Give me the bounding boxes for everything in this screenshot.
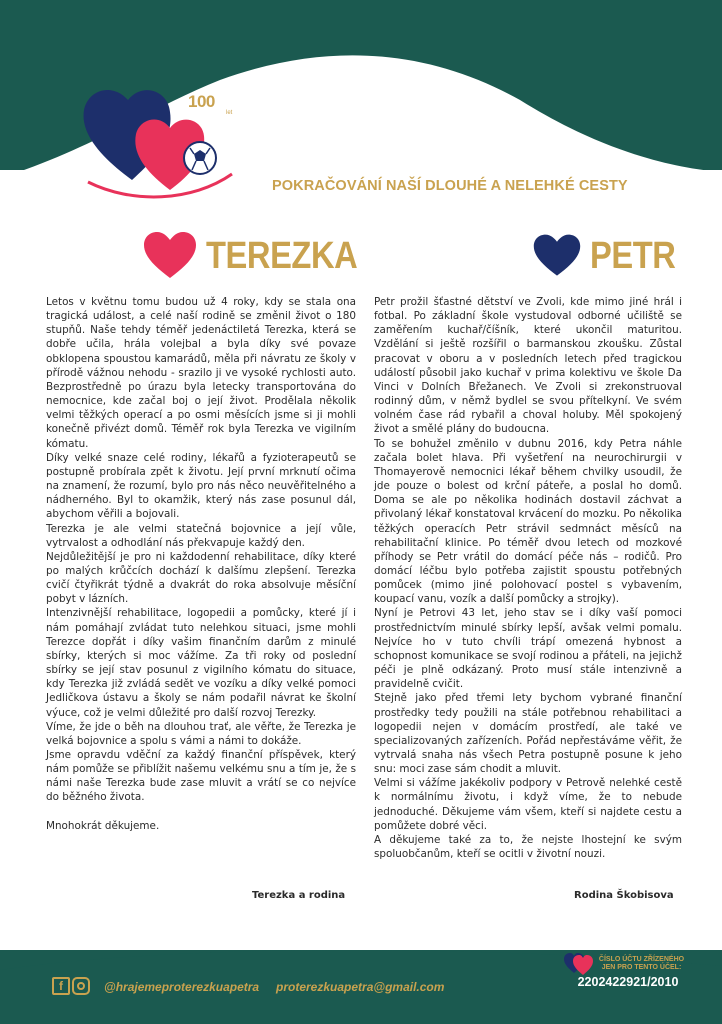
signature-petr: Rodina Škobisova — [574, 890, 674, 901]
heart-icon — [142, 232, 198, 280]
anniversary-suffix: let — [226, 110, 233, 116]
paragraph: Velmi si vážíme jakékoliv podpory v Petrově nelehké cestě k normálnímu životu, i když víme, že to nebude jednoduché. Děkujeme vám všem, kteří si najdete cestu a pomůžete dobré věci. — [374, 777, 682, 832]
paragraph: Petr prožil šťastné dětství ve Zvoli, kde mimo jiné hrál i fotbal. Po základní škole vystudoval odborné učiliště se zaměřením kuchař/číšník, které ukončil maturitou. Vzdělání si ještě rozšířil o barmanskou zkoušku. Zůstal pracovat v oboru a v posledních letech před tragickou událostí působil jako kuchař v prima kolektivu ve škole Da Vinci v Dolních Břežanech. Ve Zvoli si zrekonstruoval rodinný dům, v němž bydlel se svou přítelkyní. Ve svém volném čase rád rybařil a choval holuby. Měl spokojený život a smělé plány do budoucna. — [374, 296, 682, 436]
account-number: 2202422921/2010 — [577, 975, 679, 989]
paragraph: Terezka je ale velmi statečná bojovnice a její vůle, vytrvalost a odhodlání nás překvapuje každý den. — [46, 522, 356, 549]
social-handle[interactable]: @hrajemeproterezkuapetra — [104, 980, 260, 994]
anniversary-badge — [188, 92, 240, 118]
hearts-icon — [564, 953, 594, 975]
hearts-football-logo — [62, 62, 262, 202]
heart-icon — [532, 232, 582, 280]
paragraph: Díky velké snaze celé rodiny, lékařů a fyzioterapeutů se postupně probírala zpět k životu. Její první mrknutí očima na znamení, že rozumí, bylo pro nás něco neuvěřitelného a nádherného. Byl to okamžik, který nás zase posunul dál, abychom věřili a bojovali. — [46, 451, 356, 521]
social-icons — [52, 977, 90, 995]
paragraph: Letos v květnu tomu budou už 4 roky, kdy se stala ona tragická událost, a celé naší rodině se změnil život o 180 stupňů. Naše tehdy téměř jedenáctiletá Terezka, která se dobře učila, hrála volejbal a byla díky své povaze obklopena spoustou kamarádů, měla při návratu ze školy v přírodě vážnou nehodu - srazilo ji ve vysoké rychlosti auto. Bezprostředně po úrazu byla letecky transportována do nemocnice, kde začal boj o její život. Prodělala několik velmi těžkých operací a po osmi měsících jsme si ji mohli konečně přivézt domů. Téměř rok byla Terezka ve vigilním kómatu. — [46, 296, 356, 450]
petr-name: PETR — [590, 234, 676, 277]
facebook-icon[interactable]: f — [52, 977, 70, 995]
signature-terezka: Terezka a rodina — [252, 890, 346, 901]
paragraph: To se bohužel změnilo v dubnu 2016, kdy Petra náhle začala bolet hlava. Při vyšetření na neurochirurgii v Thomayerově nemocnici lékař během chvilky usoudil, že jde pouze o bolest od krční páteře, a poslal ho domů. Doma se ale po několika hodinách dostavil záchvat a přivolaný lékař konstatoval krvácení do mozku. Po několika těžkých operacích Petr strávil sedmnáct měsíců na rehabilitační klinice. Po téměř dvou letech od mozkové příhody se Petr vrátil do domácí péče nás – rodičů. Pro domácí léčbu bylo potřeba zajistit spoustu potřebných pomůcek (mimo jiné polohovací postel s vybavením, koupací vanu, vozík a další pomůcky a strojky). — [374, 437, 682, 606]
paragraph: A děkujeme také za to, že nejste lhostejní ke svým spoluobčanům, kteří se ocitli v životní nouzi. — [374, 833, 682, 861]
instagram-icon[interactable] — [72, 977, 90, 995]
paragraph: Stejně jako před třemi lety bychom vybrané finanční prostředky tedy použili na stále potřebnou rehabilitaci a logopedii nejen v domácím prostředí, ale také ve specializovaných zařízeních. Pořád nepřestáváme věřit, že vytrvalá snaha nás všech Petra postupně posune k jeho snu: moci zase sám chodit a mluvit. — [374, 692, 682, 776]
thanks-line: Mnohokrát děkujeme. — [46, 819, 160, 832]
petr-heading — [532, 232, 689, 280]
terezka-name: TEREZKA — [206, 234, 358, 277]
paragraph: Jsme opravdu vděční za každý finanční příspěvek, který nám pomůže se přiblížit našemu velkému snu a tím je, že s námi naše Terezka bude zase mluvit a vrátí se co nejvíce do běžného života. — [46, 749, 356, 804]
paragraph: Nejdůležitější je pro ni každodenní rehabilitace, díky které po malých krůčcích dochází k dalšímu zlepšení. Terezka cvičí čtyřikrát týdně a dvakrát do roka absolvuje měsíční pobyt v lázních. — [46, 550, 356, 606]
email-link[interactable]: proterezkuapetra@gmail.com — [276, 980, 445, 994]
account-label: ČÍSLO ÚČTU ZŘÍZENÉHO JEN PRO TENTO ÚČEL: — [598, 956, 685, 971]
terezka-heading — [142, 232, 382, 280]
petr-story — [374, 295, 682, 861]
anniversary-number: 100 — [188, 92, 215, 111]
paragraph: Nyní je Petrovi 43 let, jeho stav se i díky vaší pomoci prostřednictvím minulé sbírky lepší, avšak velmi pomalu. Nejvíce ho v tuto chvíli trápí omezená hybnost a schopnost komunikace se svojí rodinou a přáteli, na jejichž péči je plně odkázaný. Proto musí stále intenzivně a pravidelně cvičit. — [374, 607, 682, 691]
paragraph: Víme, že jde o běh na dlouhou trať, ale věřte, že Terezka je velká bojovnice a spolu s vámi a námi to dokáže. — [46, 720, 356, 747]
paragraph: Intenzivnější rehabilitace, logopedii a pomůcky, které jí i nám pomáhají zvládat tuto nelehkou situaci, jsme mohli Terezce dopřát i díky vašim finančním darům z minulé sbírky, kterých si moc vážíme. Za tři roky od poslední sbírky se její stav posunul z vigilního kómatu do situace, kdy Terezka již zvládá sedět ve vozíku a díky velké pomoci Jedličkova ústavu a školy se nám podařil návrat ke školní výuce, což je velmi důležité pro další rozvoj Terezky. — [46, 607, 356, 719]
page-title: POKRAČOVÁNÍ NAŠÍ DLOUHÉ A NELEHKÉ CESTY — [272, 178, 628, 194]
terezka-story — [46, 295, 356, 833]
